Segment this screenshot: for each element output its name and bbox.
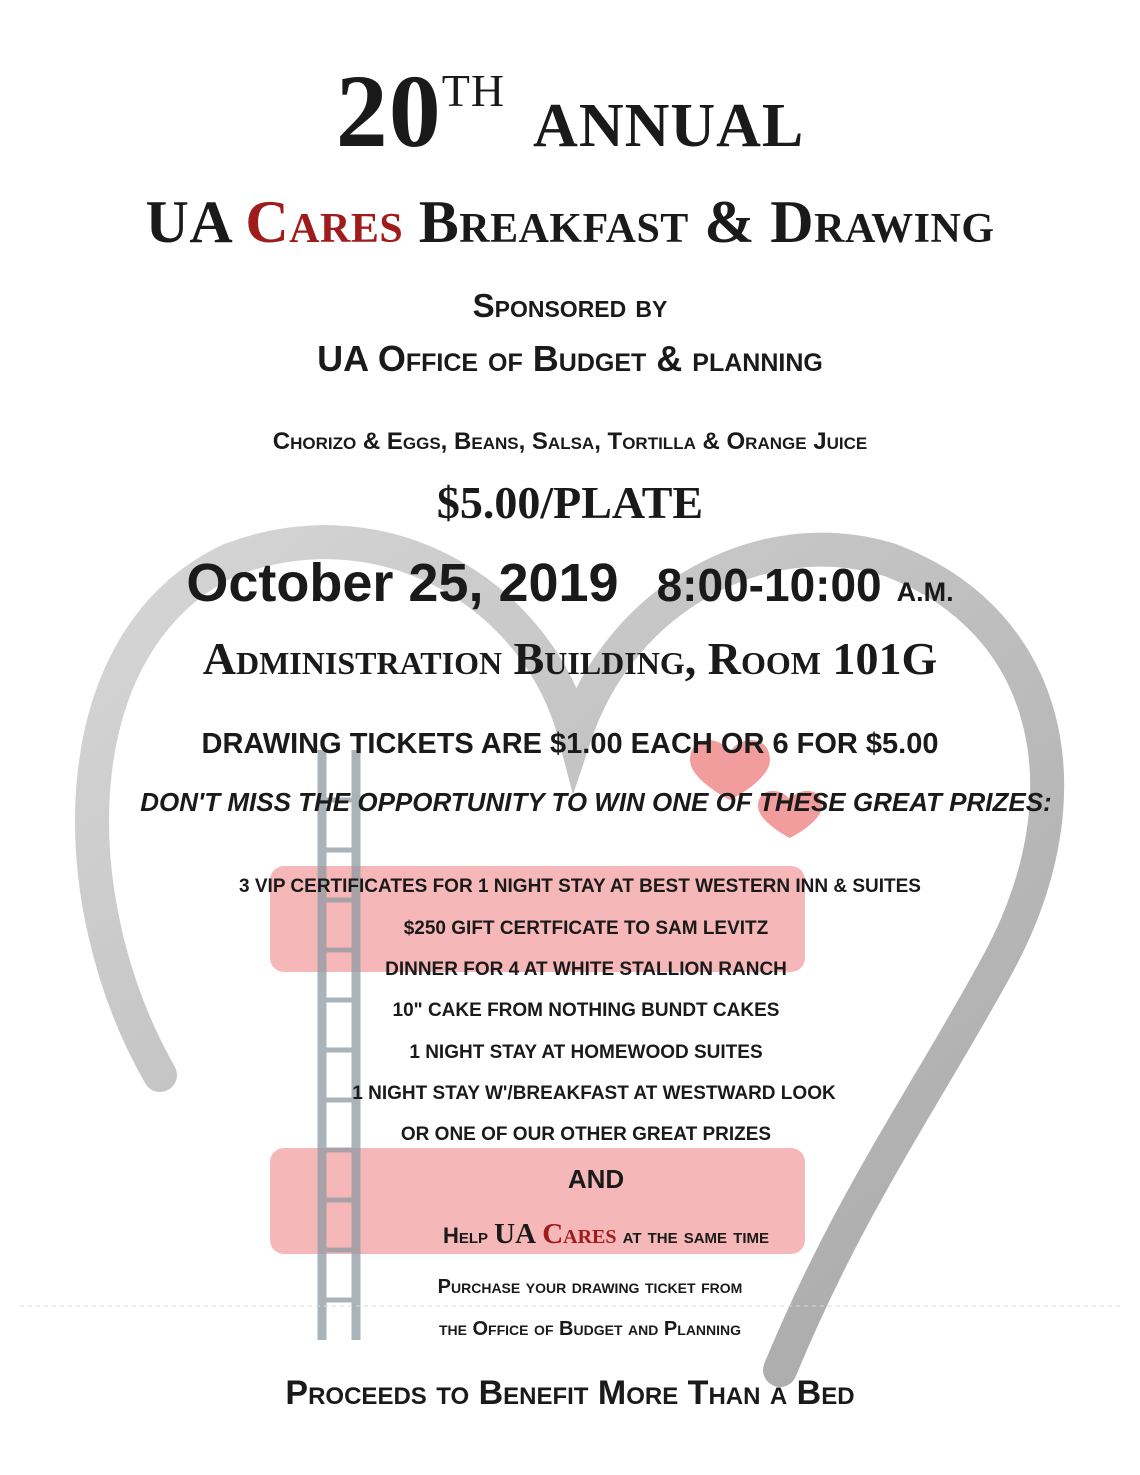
help-post: at the same time — [622, 1223, 769, 1248]
help-ua: UA — [494, 1218, 537, 1250]
sponsor-line-2: UA Office of Budget & planning — [317, 338, 823, 379]
anniversary-suffix: TH — [441, 65, 506, 116]
price: $5.00/PLATE — [436, 477, 704, 528]
prize-item: DINNER FOR 4 AT WHITE STALLION RANCH — [385, 959, 787, 980]
event-time: 8:00-10:00 — [656, 559, 882, 611]
event-datetime — [0, 552, 1140, 614]
help-cares: Cares — [542, 1218, 617, 1250]
sponsor-line-1: Sponsored by — [472, 287, 668, 324]
title-ua: UA — [145, 189, 230, 255]
ticket-pricing: DRAWING TICKETS ARE $1.00 EACH OR 6 FOR $5.00 — [201, 728, 939, 760]
tagline: DON'T MISS THE OPPORTUNITY TO WIN ONE OF THESE GREAT PRIZES: — [140, 787, 1052, 817]
prize-item: 10" CAKE FROM NOTHING BUNDT CAKES — [392, 1000, 780, 1021]
purchase-line-2: the Office of Budget and Planning — [438, 1318, 742, 1340]
event-location: Administration Building, Room 101G — [202, 633, 938, 684]
prize-item: $250 GIFT CERTFICATE TO SAM LEVITZ — [403, 918, 769, 939]
prize-item: 1 NIGHT STAY AT HOMEWOOD SUITES — [409, 1042, 763, 1063]
event-title — [0, 188, 1140, 257]
anniversary-word: ANNUAL — [533, 92, 805, 160]
anniversary-number: 20 — [335, 54, 442, 169]
prize-item: 1 NIGHT STAY W'/BREAKFAST AT WESTWARD LOOK — [352, 1083, 836, 1104]
event-ampm: A.M. — [896, 577, 954, 607]
help-pre: Help — [442, 1223, 489, 1248]
prize-item: 3 VIP CERTIFICATES FOR 1 NIGHT STAY AT BEST WESTERN INN & SUITES — [239, 876, 921, 897]
event-date: October 25, 2019 — [186, 553, 619, 613]
headline — [0, 52, 1140, 171]
purchase-line-1: Purchase your drawing ticket from — [437, 1276, 743, 1298]
title-cares: Cares — [245, 189, 404, 255]
title-rest: Breakfast & Drawing — [418, 189, 995, 255]
menu-items: Chorizo & Eggs, Beans, Salsa, Tortilla & Orange Juice — [272, 428, 868, 455]
prize-item: OR ONE OF OUR OTHER GREAT PRIZES — [400, 1124, 772, 1145]
help-line — [0, 1218, 1140, 1251]
proceeds-line: Proceeds to Benefit More Than a Bed — [285, 1374, 855, 1412]
and-label: AND — [567, 1164, 625, 1194]
